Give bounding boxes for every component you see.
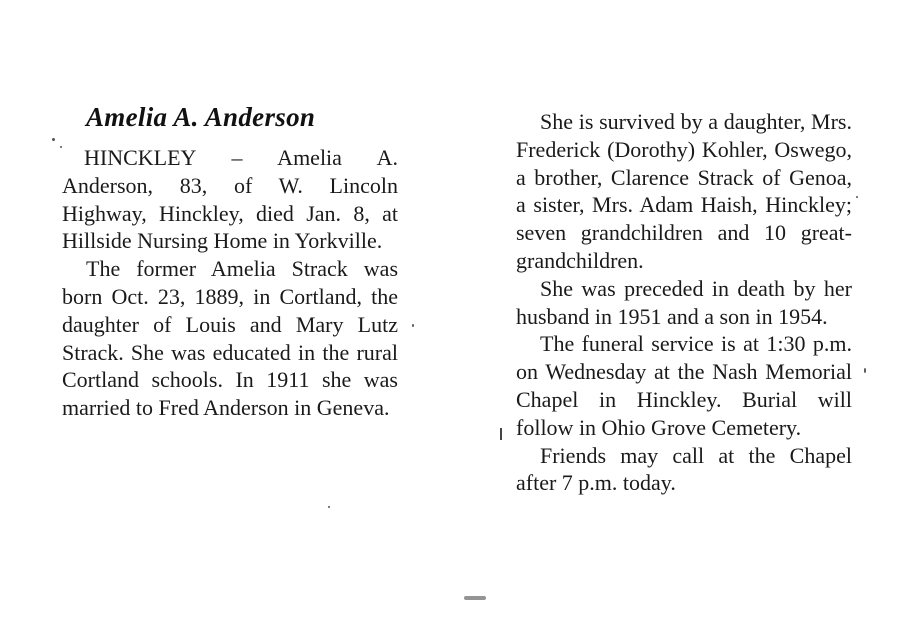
scan-speck [412, 324, 414, 327]
paragraph-visitation: Friends may call at the Chapel after 7 p.m. today. [516, 442, 852, 496]
paragraph-funeral: The funeral service is at 1:30 p.m. on Wednesday at the Nash Memorial Chapel in Hinckley. Burial will follow in Ohio Grove Cemetery. [516, 331, 852, 440]
scan-mark [500, 428, 502, 440]
paragraph-survivors: She is survived by a daughter, Mrs. Frederick (Dorothy) Kohler, Oswego, a brother, Clarence Strack of Genoa, a sister, Mrs. Adam Haish, Hinckley; seven grandchildren and 10 great-grandchildren. [516, 109, 852, 273]
paragraph-preceded: She was preceded in death by her husband in 1951 and a son in 1954. [516, 275, 852, 329]
paragraph-biography: The former Amelia Strack was born Oct. 23, 1889, in Cortland, the daughter of Louis and Mary Lutz Strack. She was educated in the rural Cortland schools. In 1911 she was married to Fred Anderson in Geneva. [62, 256, 398, 421]
scan-speck [864, 368, 866, 373]
scan-speck [52, 138, 55, 141]
left-column [62, 144, 398, 422]
paragraph-death-notice: HINCKLEY – Amelia A. Anderson, 83, of W. Lincoln Highway, Hinckley, died Jan. 8, at Hillside Nursing Home in Yorkville. [62, 145, 398, 254]
scan-speck [60, 146, 62, 148]
right-column [516, 108, 852, 497]
scan-speck [328, 506, 330, 508]
obituary-headline: Amelia A. Anderson [86, 102, 316, 132]
scan-smudge [464, 596, 486, 600]
scan-speck [856, 196, 858, 198]
